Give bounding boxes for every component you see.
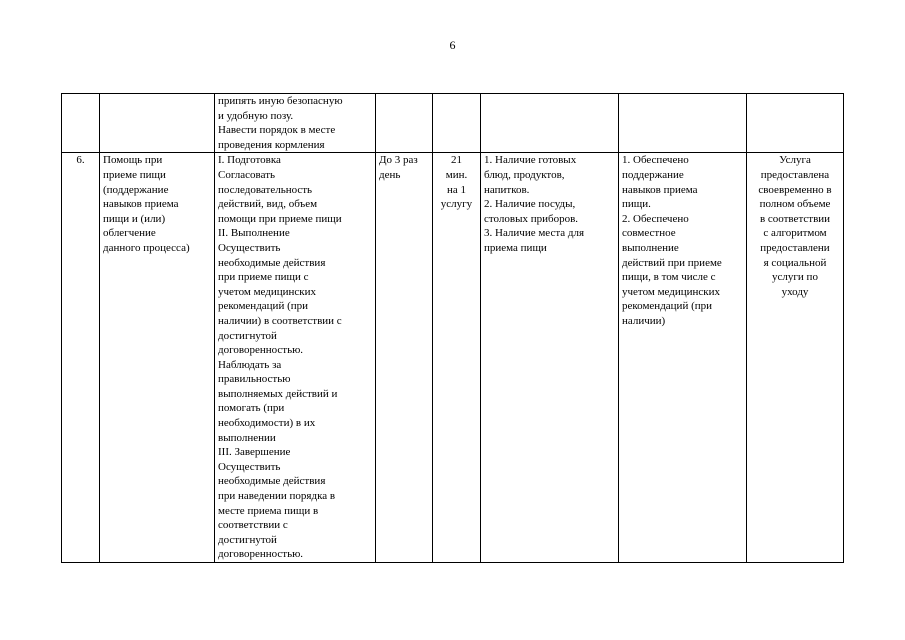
text-line: на 1 (446, 183, 467, 196)
text-line: правильностью (218, 373, 291, 386)
text-line: достигнутой (218, 329, 277, 342)
cell-service (100, 153, 215, 563)
text-line: при приеме пищи с (218, 271, 309, 284)
text-line: (поддержание (103, 183, 169, 196)
text-line: услуги по (772, 271, 818, 284)
text-line: 2. Обеспечено (622, 212, 689, 225)
text-line: поддержание (622, 168, 684, 181)
text-line: приема пищи (484, 241, 547, 254)
text-line: необходимости) в их (218, 417, 316, 430)
cell-steps (215, 153, 376, 563)
text-line: пищи, в том числе с (622, 271, 716, 284)
text-line: своевременно в (758, 183, 832, 196)
text-line: 1. Обеспечено (622, 154, 689, 167)
service-standard-table (61, 93, 844, 563)
text-line: месте приема пищи в (218, 504, 319, 517)
text-line: II. Выполнение (218, 227, 290, 240)
text-line: 21 (451, 154, 462, 167)
text-line: пищи и (или) (103, 212, 166, 225)
text-line: договоренностью. (218, 344, 304, 357)
text-line: предоставлени (760, 241, 830, 254)
table-row-continuation (62, 94, 844, 153)
text-line: данного процесса) (103, 241, 190, 254)
cell-result (619, 153, 747, 563)
text-line: и удобную позу. (218, 109, 294, 122)
text-line: выполнении (218, 431, 276, 444)
text-line: мин. (445, 168, 468, 181)
text-line: напитков. (484, 183, 530, 196)
text-line: Согласовать (218, 168, 276, 181)
text-line: III. Завершение (218, 446, 291, 459)
text-line: приеме пищи (103, 168, 166, 181)
cell-conditions (481, 153, 619, 563)
text-line: полном объеме (759, 198, 831, 211)
text-line: пищи. (622, 198, 651, 211)
text-line: припять иную безопасную (218, 95, 343, 107)
cell-number (62, 153, 100, 563)
text-line: наличии) в соответствии с (218, 314, 342, 327)
text-line: необходимые действия (218, 256, 326, 269)
text-line: достигнутой (218, 533, 277, 546)
text-line: 3. Наличие места для (484, 227, 585, 240)
cell-steps (215, 94, 376, 153)
text-line: рекомендаций (при (622, 300, 713, 313)
cell-frequency (376, 153, 433, 563)
table-row-service-6 (62, 153, 844, 563)
text-line: учетом медицинских (622, 285, 721, 298)
text-line: навыков приема (103, 198, 179, 211)
text-line: столовых приборов. (484, 212, 579, 225)
text-line: навыков приема (622, 183, 698, 196)
cell-duration (433, 94, 481, 153)
text-line: Осуществить (218, 241, 281, 254)
text-line: 2. Наличие посуды, (484, 198, 576, 211)
text-line: I. Подготовка (218, 154, 281, 167)
cell-quality (747, 153, 844, 563)
page-number: 6 (449, 38, 456, 52)
text-line: До 3 раз (379, 154, 418, 167)
text-line: Помощь при (103, 154, 163, 167)
text-line: 1. Наличие готовых (484, 154, 577, 167)
text-line: с алгоритмом (763, 227, 827, 240)
text-line: выполнение (622, 241, 679, 254)
text-line: рекомендаций (при (218, 300, 309, 313)
text-line: соответствии с (218, 519, 288, 532)
cell-number (62, 94, 100, 153)
cell-conditions (481, 94, 619, 153)
text-line: Наблюдать за (218, 358, 282, 371)
text-line: действий, вид, объем (218, 198, 318, 211)
text-line: необходимые действия (218, 475, 326, 488)
text-line: в соответствии (759, 212, 831, 225)
text-line: последовательность (218, 183, 313, 196)
text-line: Навести порядок в месте (218, 124, 336, 137)
cell-quality (747, 94, 844, 153)
text-line: я социальной (763, 256, 827, 269)
text-line: облегчение (103, 227, 156, 240)
text-line: день (379, 168, 401, 181)
text-line: наличии) (622, 314, 666, 327)
row-number: 6. (76, 154, 85, 167)
text-line: проведения кормления (218, 138, 325, 151)
text-line: действий при приеме (622, 256, 722, 269)
text-line: при наведении порядка в (218, 490, 336, 503)
text-line: уходу (781, 285, 809, 298)
cell-result (619, 94, 747, 153)
text-line: выполняемых действий и (218, 387, 338, 400)
text-line: услугу (440, 198, 473, 211)
text-line: блюд, продуктов, (484, 168, 565, 181)
text-line: Осуществить (218, 460, 281, 473)
text-line: договоренностью. (218, 548, 304, 561)
text-line: помогать (при (218, 402, 285, 415)
cell-duration (433, 153, 481, 563)
text-line: учетом медицинских (218, 285, 317, 298)
text-line: помощи при приеме пищи (218, 212, 342, 225)
text-line: совместное (622, 227, 676, 240)
text-line: Услуга (779, 154, 811, 167)
cell-service (100, 94, 215, 153)
text-line: предоставлена (760, 168, 830, 181)
cell-frequency (376, 94, 433, 153)
